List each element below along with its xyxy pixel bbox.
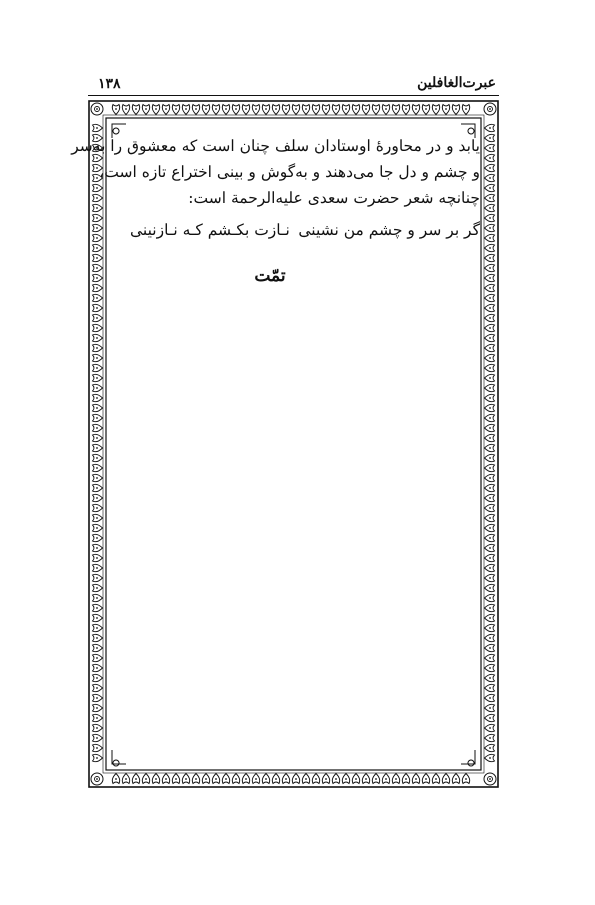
border-motif <box>93 544 103 551</box>
border-motif <box>312 105 319 115</box>
border-motif <box>172 105 179 115</box>
border-motif <box>485 574 495 581</box>
border-motif <box>93 214 103 221</box>
border-motif <box>93 254 103 261</box>
border-motif <box>122 774 129 784</box>
border-motif <box>93 314 103 321</box>
border-motif <box>132 105 139 115</box>
border-motif <box>485 224 495 231</box>
border-motif <box>302 105 309 115</box>
border-motif <box>485 484 495 491</box>
inner-corner-bracket <box>112 750 126 766</box>
border-motif <box>93 384 103 391</box>
border-motif <box>485 594 495 601</box>
border-motif <box>93 734 103 741</box>
border-motif <box>485 624 495 631</box>
border-motif <box>93 704 103 711</box>
border-motif <box>152 774 159 784</box>
border-motif <box>93 474 103 481</box>
border-motif <box>485 234 495 241</box>
border-motif <box>93 594 103 601</box>
border-motif <box>485 154 495 161</box>
border-motif <box>392 774 399 784</box>
border-motif <box>93 634 103 641</box>
border-motif <box>462 105 469 115</box>
top-ornament-band <box>112 105 469 115</box>
corner-rosette <box>484 103 496 115</box>
border-motif <box>342 774 349 784</box>
border-motif <box>485 654 495 661</box>
corner-rosette <box>91 773 103 785</box>
border-motif <box>93 284 103 291</box>
border-motif <box>452 105 459 115</box>
border-motif <box>182 105 189 115</box>
border-motif <box>132 774 139 784</box>
border-motif <box>392 105 399 115</box>
border-motif <box>485 554 495 561</box>
border-motif <box>322 105 329 115</box>
border-motif <box>232 105 239 115</box>
border-motif <box>485 164 495 171</box>
border-motif <box>485 444 495 451</box>
border-motif <box>442 774 449 784</box>
border-motif <box>93 724 103 731</box>
border-motif <box>485 634 495 641</box>
border-motif <box>122 105 129 115</box>
border-motif <box>292 774 299 784</box>
border-motif <box>485 204 495 211</box>
border-motif <box>485 474 495 481</box>
border-motif <box>112 105 119 115</box>
border-motif <box>93 194 103 201</box>
border-motif <box>242 774 249 784</box>
page-number: ۱۳۸ <box>98 76 121 92</box>
border-motif <box>362 105 369 115</box>
border-motif <box>93 664 103 671</box>
page-header <box>86 74 498 96</box>
border-motif <box>485 214 495 221</box>
border-motif <box>93 354 103 361</box>
border-motif <box>93 644 103 651</box>
border-motif <box>93 534 103 541</box>
border-motif <box>93 364 103 371</box>
border-motif <box>485 644 495 651</box>
border-motif <box>352 105 359 115</box>
border-motif <box>93 224 103 231</box>
border-motif <box>485 674 495 681</box>
border-motif <box>485 194 495 201</box>
poem-verse <box>118 218 480 242</box>
border-motif <box>93 264 103 271</box>
border-motif <box>93 464 103 471</box>
running-title: عبرت‌الغافلین <box>417 75 496 91</box>
border-motif <box>485 354 495 361</box>
border-motif <box>485 534 495 541</box>
border-motif <box>485 274 495 281</box>
border-motif <box>202 774 209 784</box>
border-motif <box>485 314 495 321</box>
border-motif <box>312 774 319 784</box>
border-motif <box>485 244 495 251</box>
border-motif <box>93 674 103 681</box>
bottom-ornament-band <box>112 774 469 784</box>
border-motif <box>222 105 229 115</box>
border-motif <box>93 564 103 571</box>
border-motif <box>93 604 103 611</box>
border-motif <box>93 684 103 691</box>
border-motif <box>93 484 103 491</box>
border-motif <box>93 454 103 461</box>
border-motif <box>93 324 103 331</box>
border-motif <box>485 524 495 531</box>
border-motif <box>93 304 103 311</box>
border-motif <box>93 334 103 341</box>
border-motif <box>485 434 495 441</box>
border-motif <box>93 244 103 251</box>
border-motif <box>252 774 259 784</box>
border-motif <box>93 234 103 241</box>
text-line-3: چنانچه شعر حضرت سعدی علیه‌الرحمة است: <box>188 189 480 207</box>
border-motif <box>485 464 495 471</box>
corner-rosette <box>484 773 496 785</box>
border-motif <box>485 614 495 621</box>
border-motif <box>485 284 495 291</box>
border-motif <box>93 694 103 701</box>
border-motif <box>93 714 103 721</box>
border-motif <box>402 105 409 115</box>
border-motif <box>93 124 103 131</box>
border-motif <box>352 774 359 784</box>
border-motif <box>93 554 103 561</box>
border-motif <box>302 774 309 784</box>
border-motif <box>485 134 495 141</box>
border-motif <box>485 714 495 721</box>
border-motif <box>212 105 219 115</box>
border-motif <box>342 105 349 115</box>
border-motif <box>485 504 495 511</box>
border-motif <box>93 374 103 381</box>
border-motif <box>382 774 389 784</box>
border-motif <box>485 184 495 191</box>
border-motif <box>432 774 439 784</box>
border-motif <box>162 774 169 784</box>
border-motif <box>162 105 169 115</box>
border-motif <box>93 514 103 521</box>
border-motif <box>485 384 495 391</box>
border-motif <box>222 774 229 784</box>
border-motif <box>282 105 289 115</box>
corner-rosette <box>91 103 103 115</box>
border-motif <box>93 614 103 621</box>
border-motif <box>422 105 429 115</box>
border-motif <box>462 774 469 784</box>
border-motif <box>485 724 495 731</box>
text-line-1: یابد و در محاورۀ اوستادان سلف چنان است که معشوق را به‌سر <box>71 137 480 155</box>
border-motif <box>485 404 495 411</box>
border-motif <box>452 774 459 784</box>
border-motif <box>372 774 379 784</box>
border-motif <box>485 174 495 181</box>
border-motif <box>262 105 269 115</box>
border-motif <box>112 774 119 784</box>
border-motif <box>192 774 199 784</box>
border-motif <box>93 294 103 301</box>
border-motif <box>142 105 149 115</box>
border-motif <box>485 324 495 331</box>
border-motif <box>485 744 495 751</box>
border-motif <box>402 774 409 784</box>
border-motif <box>93 274 103 281</box>
right-ornament-band <box>485 124 495 761</box>
border-motif <box>272 105 279 115</box>
border-motif <box>212 774 219 784</box>
border-motif <box>485 704 495 711</box>
border-motif <box>485 334 495 341</box>
border-motif <box>362 774 369 784</box>
inner-frame-thin-line <box>71 115 484 773</box>
border-motif <box>252 105 259 115</box>
border-motif <box>485 584 495 591</box>
border-motif <box>282 774 289 784</box>
border-motif <box>93 404 103 411</box>
border-motif <box>93 654 103 661</box>
border-motif <box>332 774 339 784</box>
border-motif <box>93 494 103 501</box>
border-motif <box>93 344 103 351</box>
border-motif <box>152 105 159 115</box>
border-motif <box>485 364 495 371</box>
border-motif <box>422 774 429 784</box>
border-motif <box>93 444 103 451</box>
border-motif <box>485 414 495 421</box>
border-motif <box>485 304 495 311</box>
border-motif <box>412 774 419 784</box>
border-motif <box>485 294 495 301</box>
border-motif <box>485 494 495 501</box>
inner-frame-line <box>71 118 481 770</box>
border-motif <box>485 144 495 151</box>
border-motif <box>485 754 495 761</box>
border-motif <box>93 184 103 191</box>
border-motif <box>485 374 495 381</box>
border-motif <box>485 664 495 671</box>
border-motif <box>485 734 495 741</box>
header-rule <box>88 95 499 96</box>
border-motif <box>93 414 103 421</box>
border-motif <box>485 544 495 551</box>
border-motif <box>485 394 495 401</box>
border-motif <box>93 434 103 441</box>
border-motif <box>93 504 103 511</box>
border-motif <box>372 105 379 115</box>
main-text <box>71 133 480 211</box>
border-motif <box>93 574 103 581</box>
border-motif <box>412 105 419 115</box>
left-ornament-band <box>93 124 103 761</box>
border-motif <box>292 105 299 115</box>
border-motif <box>242 105 249 115</box>
border-motif <box>182 774 189 784</box>
border-motif <box>93 524 103 531</box>
border-motif <box>93 424 103 431</box>
border-motif <box>485 424 495 431</box>
border-motif <box>485 514 495 521</box>
border-motif <box>192 105 199 115</box>
border-motif <box>93 204 103 211</box>
border-motif <box>332 105 339 115</box>
border-motif <box>432 105 439 115</box>
border-motif <box>485 254 495 261</box>
border-motif <box>202 105 209 115</box>
border-motif <box>485 684 495 691</box>
border-motif <box>485 454 495 461</box>
text-line-2: و چشم و دل جا می‌دهند و به‌گوش و بینی اختراع تازه است، <box>99 163 480 181</box>
border-motif <box>442 105 449 115</box>
border-motif <box>485 564 495 571</box>
border-motif <box>93 584 103 591</box>
colophon: تمّت <box>254 266 286 286</box>
border-motif <box>272 774 279 784</box>
border-motif <box>485 694 495 701</box>
border-motif <box>485 604 495 611</box>
border-motif <box>382 105 389 115</box>
border-motif <box>93 744 103 751</box>
border-motif <box>142 774 149 784</box>
verse-second-hemistich: نـازت بکـشم کـه نـازنینی <box>130 221 290 239</box>
border-motif <box>93 624 103 631</box>
verse-first-hemistich: گر بر سر و چشم من نشینی <box>298 221 480 239</box>
border-motif <box>262 774 269 784</box>
border-motif <box>485 124 495 131</box>
border-motif <box>93 754 103 761</box>
border-motif <box>93 394 103 401</box>
border-motif <box>232 774 239 784</box>
border-motif <box>172 774 179 784</box>
inner-corner-bracket <box>461 750 475 766</box>
border-motif <box>485 344 495 351</box>
border-motif <box>322 774 329 784</box>
border-motif <box>485 264 495 271</box>
